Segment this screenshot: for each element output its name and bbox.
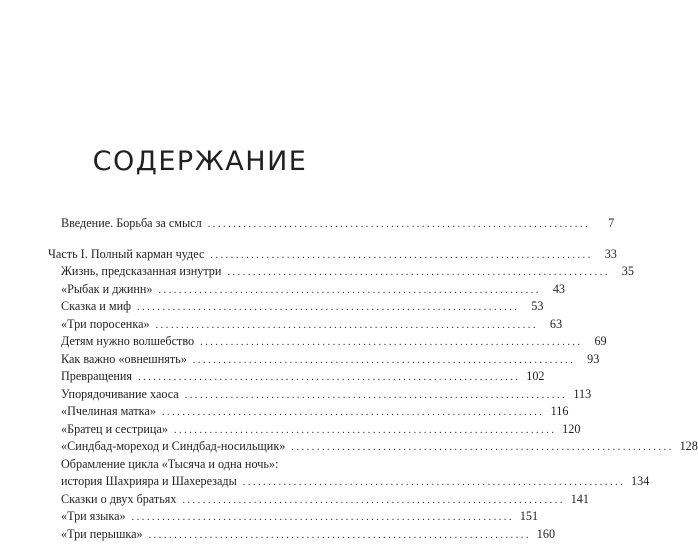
leader-dots: ........................................................................... [200,337,583,348]
page-title: СОДЕРЖАНИЕ [92,146,308,177]
leader-dots: ........................................................................... [227,267,610,278]
leader-dots: ........................................................................... [242,477,626,488]
toc-entry-label: «Рыбак и джинн» [61,282,153,296]
toc-entry-part1[interactable] [48,245,617,263]
toc-entry-intro[interactable] [61,214,615,232]
toc-entry[interactable] [61,420,581,438]
toc-entry-page: 151 [519,509,539,523]
toc-entry-label: «Три поросенка» [61,317,150,331]
toc-entry-label: Обрамление цикла «Тысяча и одна ночь»: [61,457,279,471]
toc-entry-label: Как важно «овнешнять» [61,352,187,366]
toc-entry-page: 141 [570,492,589,506]
leader-dots: ........................................................................... [131,512,515,523]
toc-entry-page: 43 [552,282,565,296]
toc-entry-frame-line1[interactable] [61,455,355,473]
toc-entry-label: Введение. Борьба за смысл [61,216,202,230]
leader-dots: ........................................................................... [161,407,545,418]
toc-entry[interactable] [61,350,600,368]
toc-entry[interactable] [61,490,589,508]
leader-dots: ........................................................................... [182,495,565,506]
toc-entry-page: 33 [604,247,617,261]
toc-entry-page: 63 [549,317,563,331]
toc-entry-label: Жизнь, предсказанная изнутри [61,264,222,278]
toc-entry[interactable] [61,262,634,280]
leader-dots: ........................................................................... [155,320,539,331]
toc-entry-label: Сказки о двух братьях [61,492,177,506]
toc-entry-label: Детям нужно волшебство [61,334,195,348]
toc-entry-label: Превращения [61,369,133,383]
toc-entry-label: история Шахрияра и Шахерезады [61,474,237,488]
toc-entry-label: «Братец и сестрица» [61,422,168,436]
leader-dots: ........................................................................... [136,302,520,313]
toc-entry-label: «Пчелиная матка» [61,404,156,418]
toc-entry-label: «Три языка» [61,509,126,523]
toc-entry-page: 116 [550,404,569,418]
leader-dots: ........................................................................... [291,442,674,453]
toc-entry[interactable] [61,332,607,350]
toc-entry-page: 113 [573,387,592,401]
toc-entry[interactable] [61,437,698,455]
toc-entry-page: 134 [631,474,650,488]
leader-dots: ........................................................................... [210,250,593,261]
toc-entry-label: Часть I. Полный карман чудес [48,247,205,261]
leader-dots: ........................................................................... [148,530,532,541]
toc-entry[interactable] [61,297,544,315]
toc-entry-page: 35 [621,264,634,278]
toc-entry[interactable] [61,367,545,385]
leader-dots: ........................................................................... [184,390,568,401]
toc-entry-page: 7 [608,216,615,230]
leader-dots: ........................................................................... [207,219,591,230]
toc-entry-label: Упорядочивание хаоса [61,387,179,401]
leader-dots: ........................................................................... [192,355,576,366]
toc-entry[interactable] [61,402,569,420]
toc-entry[interactable] [61,525,556,543]
toc-entry[interactable] [61,385,592,403]
toc-entry-page: 53 [531,299,544,313]
toc-entry-page: 69 [594,334,607,348]
toc-entry[interactable] [61,315,563,333]
toc-entry-frame[interactable] [61,472,650,490]
toc-entry-page: 160 [536,527,556,541]
leader-dots: ........................................................................... [138,372,521,383]
toc-entry-label: «Три перышка» [61,527,143,541]
leader-dots: ........................................................................... [173,425,557,436]
toc-entry[interactable] [61,507,539,525]
toc-entry-page: 102 [526,369,545,383]
toc-entry-page: 93 [587,352,600,366]
toc-entry[interactable] [61,280,565,298]
toc-entry-page: 128 [679,439,698,453]
leader-dots: ........................................................................... [158,285,541,296]
toc-entry-label: «Синдбад-мореход и Синдбад-носильщик» [61,439,286,453]
toc-entry-page: 120 [562,422,581,436]
toc-entry-label: Сказка и миф [61,299,131,313]
